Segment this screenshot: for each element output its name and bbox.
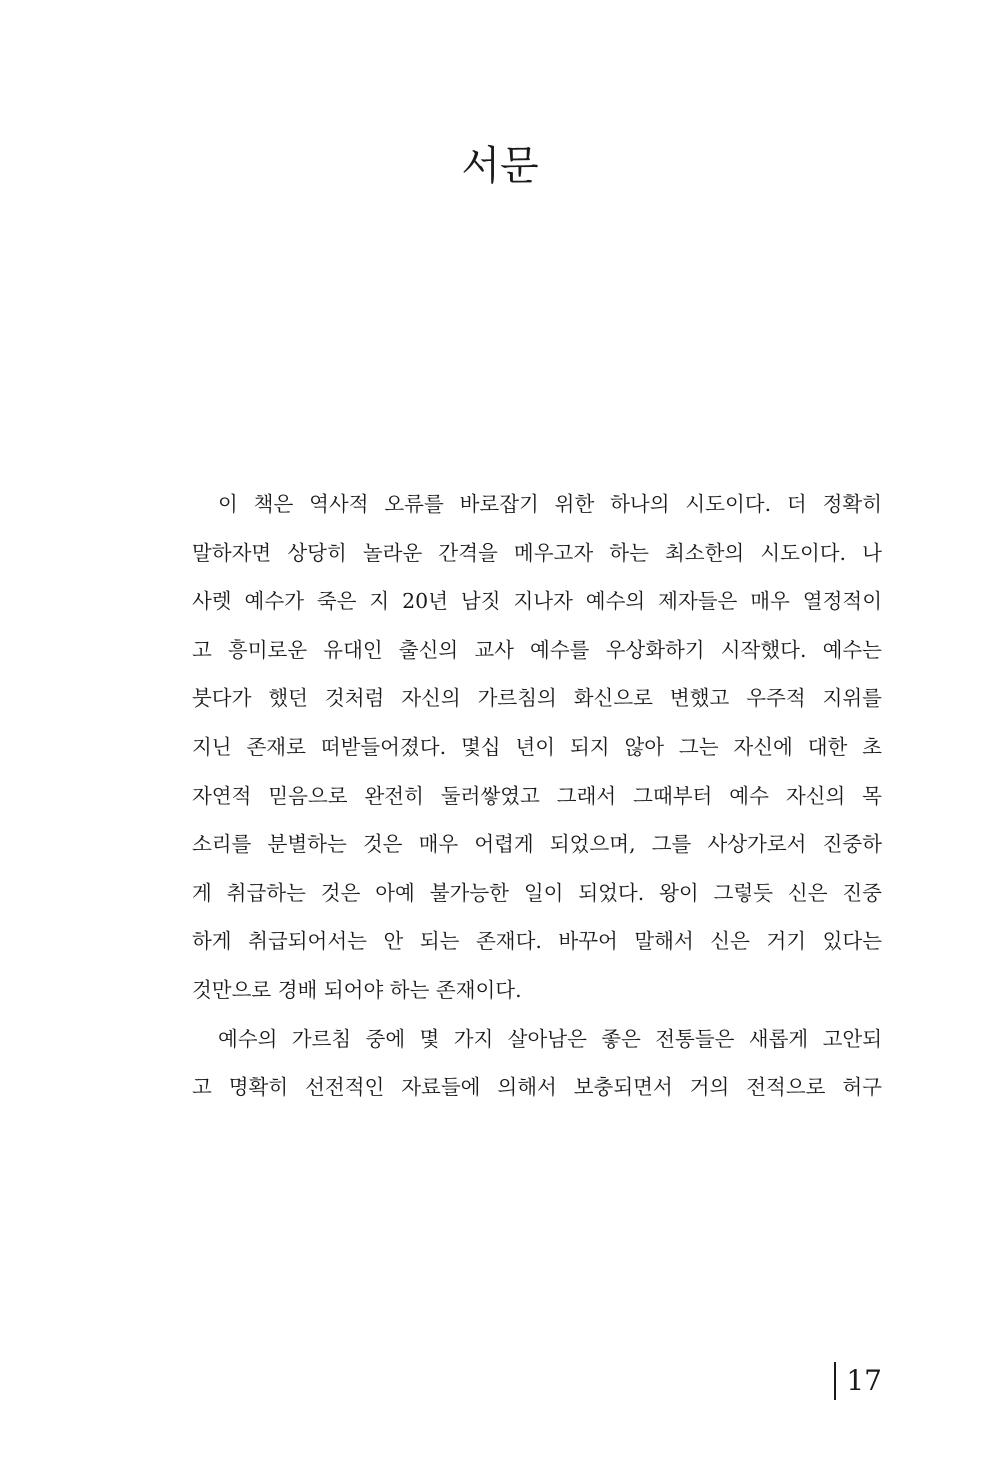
- paragraph-1-line-1: 이 책은 역사적 오류를 바로잡기 위한 하나의 시도이다. 더 정확히: [218, 492, 882, 516]
- paragraph-2-line-2: 고 명확히 선전적인 자료들에 의해서 보충되면서 거의 전적으로 허구: [192, 1075, 882, 1100]
- paragraph-1-line-7: 자연적 믿음으로 완전히 둘러쌓였고 그래서 그때부터 예수 자신의 목: [192, 783, 882, 808]
- page-number-rule: [834, 1362, 836, 1400]
- paragraph-1-line-9: 게 취급하는 것은 아예 불가능한 일이 되었다. 왕이 그렇듯 신은 진중: [192, 880, 882, 905]
- paragraph-1-line-8: 소리를 분별하는 것은 매우 어렵게 되었으며, 그를 사상가로서 진중하: [192, 832, 882, 857]
- paragraph-1-line-2: 말하자면 상당히 놀라운 간격을 메우고자 하는 최소한의 시도이다. 나: [192, 540, 882, 565]
- paragraph-2-line-1: 예수의 가르침 중에 몇 가지 살아남은 좋은 전통들은 새롭게 고안되: [218, 1026, 882, 1051]
- page-number-text: 17: [846, 1364, 882, 1397]
- page-number: [834, 1362, 882, 1400]
- paragraph-1-line-10: 하게 취급되어서는 안 되는 존재다. 바꾸어 말해서 신은 거기 있다는: [192, 929, 882, 954]
- chapter-title: 서문: [461, 143, 539, 189]
- paragraph-1-line-5: 붓다가 했던 것처럼 자신의 가르침의 화신으로 변했고 우주적 지위를: [192, 686, 882, 711]
- paragraph-1-line-6: 지닌 존재로 떠받들어졌다. 몇십 년이 되지 않아 그는 자신에 대한 초: [192, 734, 882, 759]
- paragraph-1-line-11: 것만으로 경배 되어야 하는 존재이다.: [192, 977, 522, 1002]
- body-text: [192, 480, 882, 1112]
- paragraph-1-line-4: 고 흥미로운 유대인 출신의 교사 예수를 우상화하기 시작했다. 예수는: [192, 637, 882, 662]
- paragraph-1-line-3: 사렛 예수가 죽은 지 20년 남짓 지나자 예수의 제자들은 매우 열정적이: [192, 589, 882, 614]
